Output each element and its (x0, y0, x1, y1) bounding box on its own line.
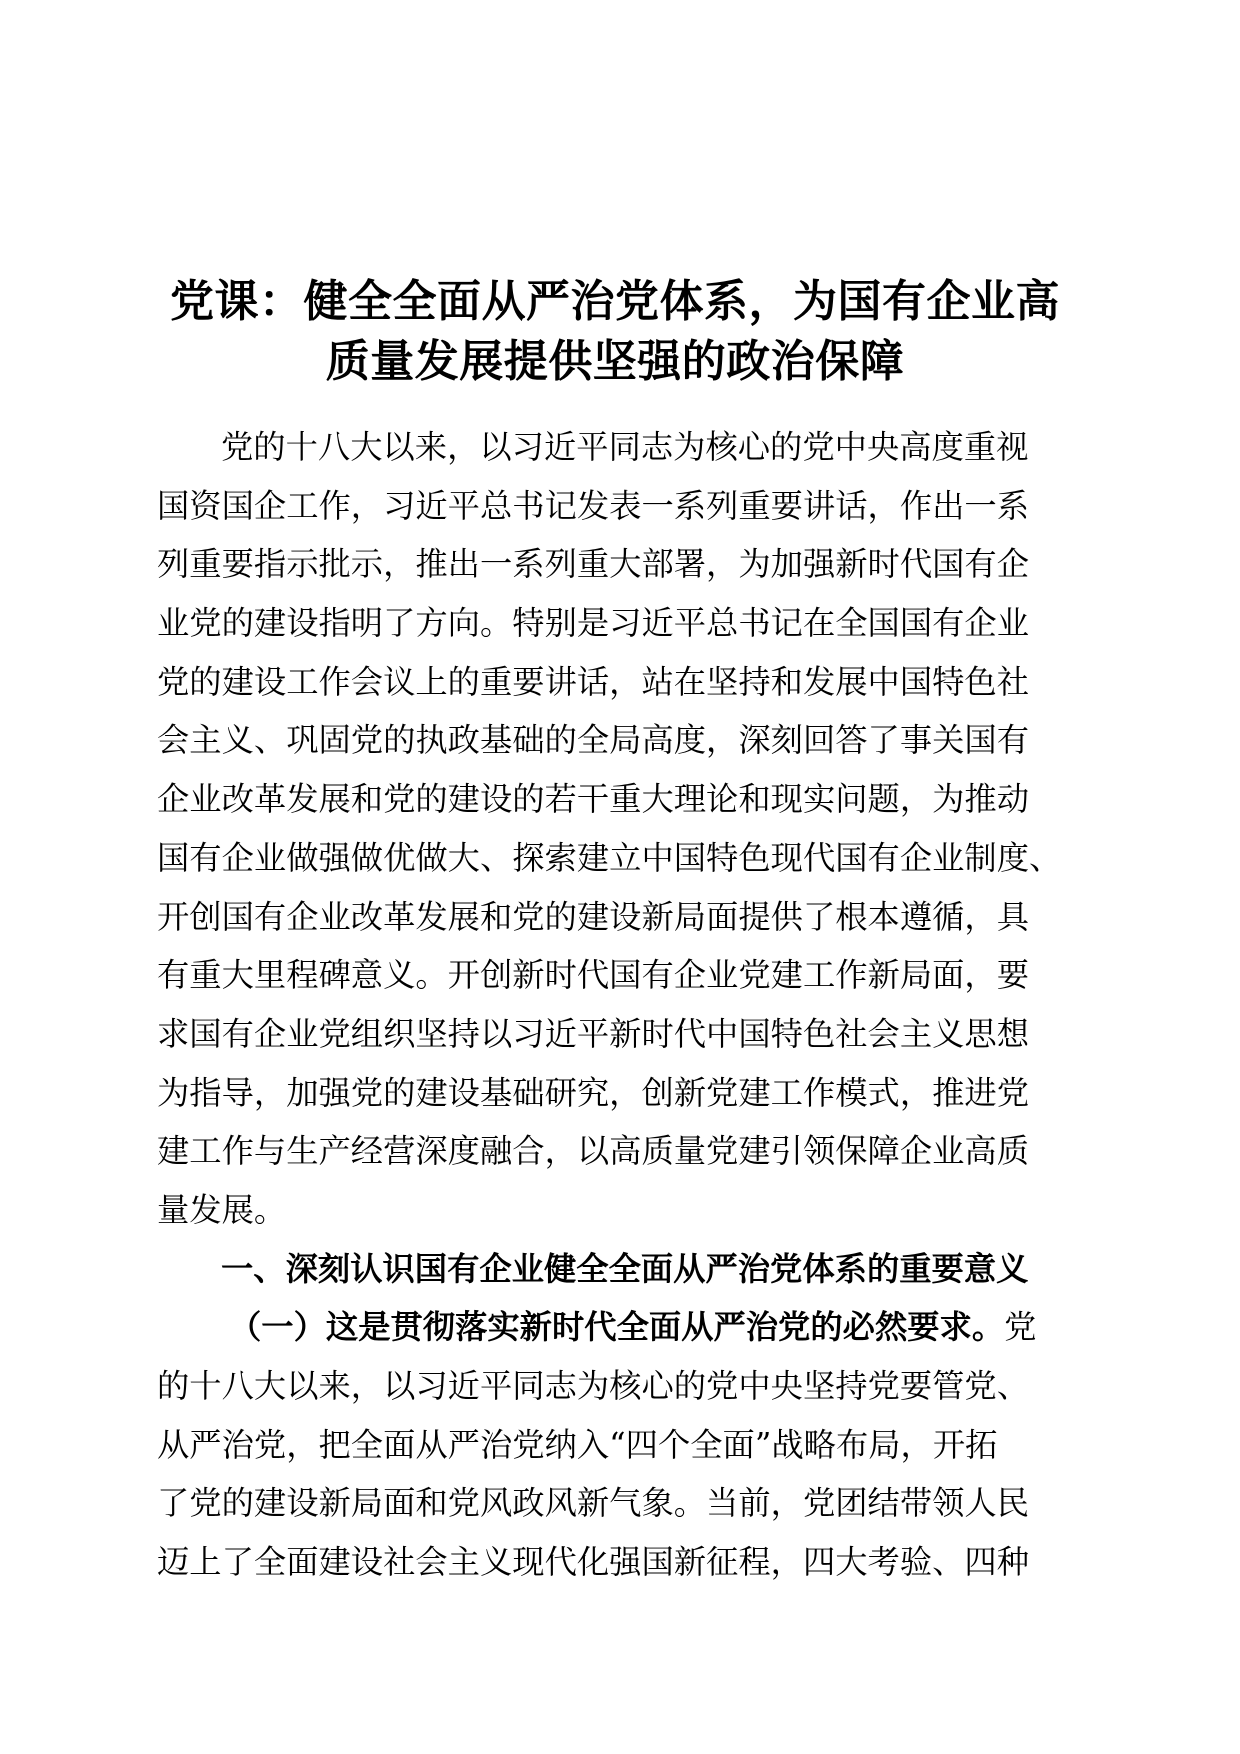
section-heading: 一、深刻认识国有企业健全全面从严治党体系的重要意义 (221, 1249, 1029, 1288)
document-title (150, 272, 1080, 392)
subsection-first-char: 党 (1004, 1308, 1037, 1347)
paragraph-line: 建工作与生产经营深度融合，以高质量党建引领保障企业高质 (157, 1132, 1030, 1171)
paragraph-line: 业党的建设指明了方向。特别是习近平总书记在全国国有企业 (157, 604, 1030, 643)
paragraph-line: 从严治党，把全面从严治党纳入“四个全面”战略布局，开拓 (157, 1425, 998, 1464)
paragraph-line: 国资国企工作，习近平总书记发表一系列重要讲话，作出一系 (157, 486, 1030, 525)
subsection-paragraph (157, 1298, 1087, 1591)
paragraph-line: 有重大里程碑意义。开创新时代国有企业党建工作新局面，要 (157, 956, 1030, 995)
title-line-2: 质量发展提供坚强的政治保障 (325, 336, 905, 387)
paragraph-line: 量发展。 (157, 1190, 287, 1229)
subsection-first-line (157, 1298, 1087, 1357)
document-body (157, 418, 1087, 1592)
paragraph-line: 党的建设工作会议上的重要讲话，站在坚持和发展中国特色社 (157, 662, 1030, 701)
paragraph-line: 党的十八大以来，以习近平同志为核心的党中央高度重视 (221, 428, 1029, 466)
paragraph-line: 会主义、巩固党的执政基础的全局高度，深刻回答了事关国有 (157, 721, 1030, 760)
paragraph-line: 为指导，加强党的建设基础研究，创新党建工作模式，推进党 (157, 1073, 1030, 1112)
paragraph-line: 国有企业做强做优做大、探索建立中国特色现代国有企业制度、 (157, 838, 1062, 877)
paragraph-line: 企业改革发展和党的建设的若干重大理论和现实问题，为推动 (157, 780, 1030, 819)
subsection-heading: （一）这是贯彻落实新时代全面从严治党的必然要求。 (229, 1308, 1005, 1347)
paragraph-line: 的十八大以来，以习近平同志为核心的党中央坚持党要管党、 (157, 1367, 1030, 1405)
paragraph-line: 了党的建设新局面和党风政风新气象。当前，党团结带领人民 (157, 1484, 1030, 1523)
intro-paragraph (157, 418, 1087, 1240)
paragraph-line: 迈上了全面建设社会主义现代化强国新征程，四大考验、四种 (157, 1543, 1030, 1582)
title-line-1: 党课：健全全面从严治党体系，为国有企业高 (170, 276, 1060, 327)
paragraph-line: 求国有企业党组织坚持以习近平新时代中国特色社会主义思想 (157, 1014, 1030, 1053)
paragraph-line: 开创国有企业改革发展和党的建设新局面提供了根本遵循，具 (157, 897, 1030, 936)
paragraph-line: 列重要指示批示，推出一系列重大部署，为加强新时代国有企 (157, 545, 1030, 584)
